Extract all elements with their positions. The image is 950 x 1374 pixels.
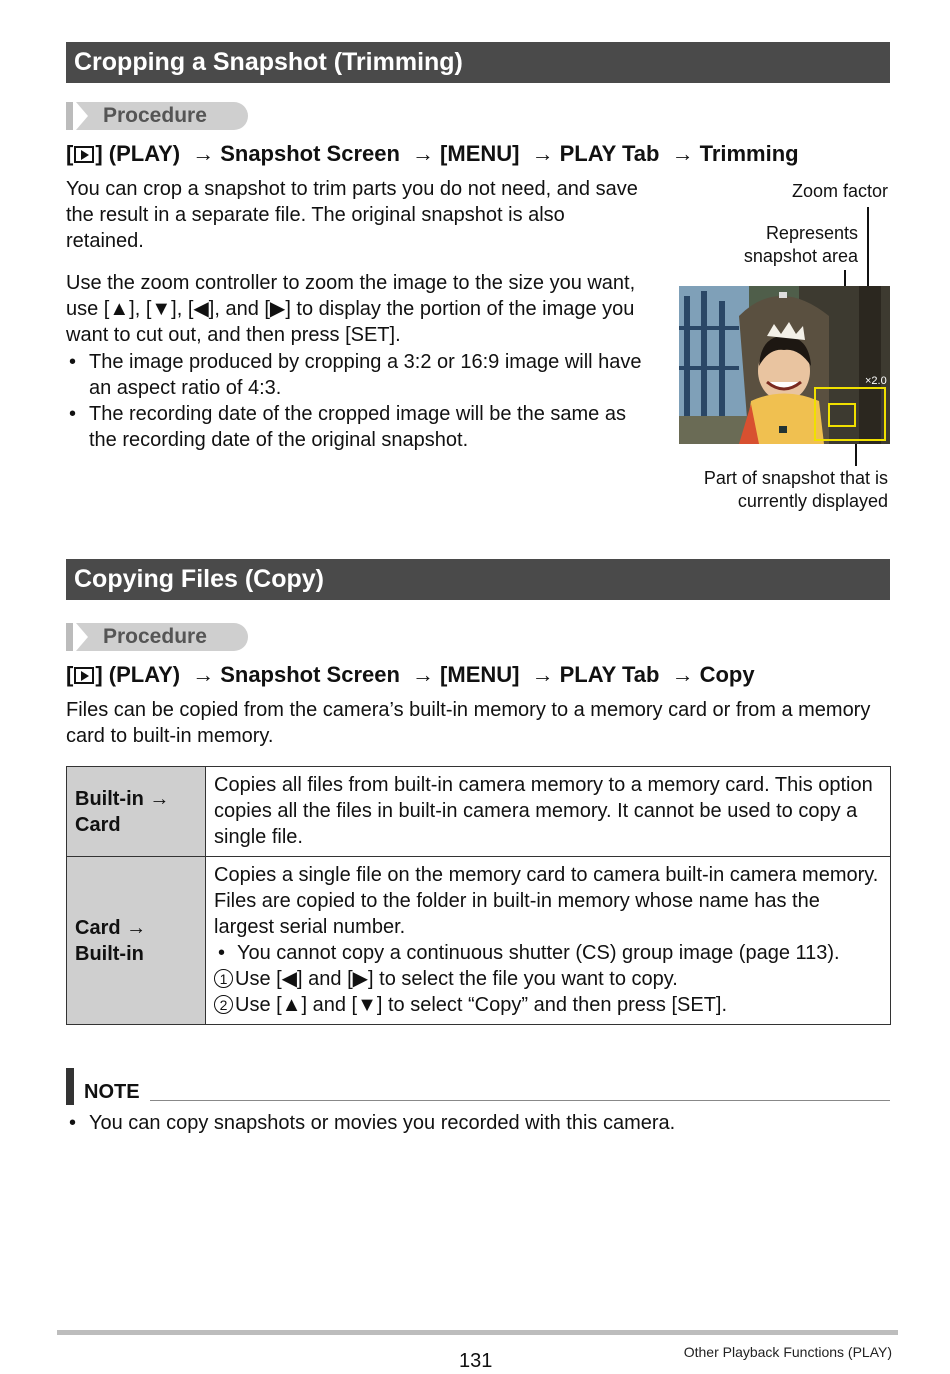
arrow-icon: →: [531, 141, 554, 166]
path-step: [MENU]: [440, 662, 520, 687]
copy-options-table: [66, 766, 891, 1025]
arrow-icon: →: [412, 662, 435, 687]
option-description: Copies all files from built-in camera memory to a memory card. This option copies all the files in built-in camera memory. It cannot be used to copy a single file.: [206, 767, 891, 857]
footer-rule: [57, 1330, 898, 1335]
arrow-icon: →: [671, 662, 694, 687]
procedure-label: Procedure: [103, 104, 207, 127]
option-key: Card → Built-in: [67, 857, 206, 1025]
arrow-icon: →: [192, 141, 215, 166]
path-step: PLAY Tab: [559, 141, 660, 166]
zoom-readout: ×2.0: [865, 375, 887, 387]
note-marker: [66, 1068, 74, 1105]
play-icon: [74, 146, 94, 163]
procedure-tab: [66, 623, 248, 651]
section-title-copy: Copying Files (Copy): [66, 559, 890, 600]
note-label: NOTE: [84, 1081, 140, 1103]
trimming-bullet: • The image produced by cropping a 3:2 or 16:9 image will have an aspect ratio of 4:3.: [69, 351, 642, 399]
path-step: Trimming: [699, 141, 799, 166]
displayed-part-label: Part of snapshot that is currently displayed: [703, 468, 888, 511]
path-step: Snapshot Screen: [220, 141, 400, 166]
page-number: 131: [459, 1350, 493, 1372]
play-icon: [74, 667, 94, 684]
procedure-tab: [66, 102, 248, 130]
arrow-icon: →: [671, 141, 694, 166]
chapter-title: Other Playback Functions (PLAY): [683, 1344, 892, 1360]
table-row: [67, 857, 891, 1025]
snapshot-area-label: Represents snapshot area: [743, 223, 858, 266]
arrow-icon: →: [412, 141, 435, 166]
procedure-label: Procedure: [103, 625, 207, 648]
section-title-trimming: Cropping a Snapshot (Trimming): [66, 42, 890, 83]
arrow-icon: →: [531, 662, 554, 687]
path-step: PLAY Tab: [559, 662, 660, 687]
path-step: Snapshot Screen: [220, 662, 400, 687]
step-number-icon: 1: [214, 969, 233, 988]
trimming-intro: You can crop a snapshot to trim parts you do not need, and save the result in a separate file. The original snapshot is also retained.: [66, 178, 638, 252]
option-description: Copies a single file on the memory card to camera built-in camera memory. Files are copied to the folder in built-in memory whose name has the largest serial number. • You cannot copy a continuous shutter (CS) group image (page 113). 1 Use [◀] and [▶] to select the file you want to copy. 2 Use [▲] and [▼] to select “Copy” and then press [SET].: [206, 857, 891, 1025]
option-key: Built-in → Card: [67, 767, 206, 857]
option-step: 1 Use [◀] and [▶] to select the file you want to copy.: [214, 966, 882, 992]
note-divider: [150, 1100, 890, 1101]
note-text: • You can copy snapshots or movies you recorded with this camera.: [69, 1112, 676, 1134]
path-bracket-open: [: [66, 662, 74, 687]
arrow-icon: →: [192, 662, 215, 687]
path-step: [MENU]: [440, 141, 520, 166]
trimming-instructions: Use the zoom controller to zoom the image to the size you want, use [▲], [▼], [◀], and [▶] to display the portion of the image you want to cut out, and then press [SET].: [66, 272, 636, 346]
option-step: 2 Use [▲] and [▼] to select “Copy” and then press [SET].: [214, 992, 882, 1018]
path-play: ] (PLAY): [95, 662, 181, 687]
path-play: ] (PLAY): [95, 141, 181, 166]
copy-intro: Files can be copied from the camera’s built-in memory to a memory card or from a memory card to built-in memory.: [66, 699, 871, 747]
zoom-factor-label: Zoom factor: [791, 181, 888, 201]
procedure-path: [66, 141, 799, 167]
table-row: [67, 767, 891, 857]
path-bracket-open: [: [66, 141, 74, 166]
trimming-bullet: • The recording date of the cropped image will be the same as the recording date of the original snapshot.: [69, 403, 626, 451]
step-number-icon: 2: [214, 995, 233, 1014]
option-bullet: • You cannot copy a continuous shutter (CS) group image (page 113).: [218, 942, 840, 964]
path-step: Copy: [699, 662, 755, 687]
procedure-path: [66, 662, 755, 688]
snapshot-preview-image: [679, 286, 890, 444]
